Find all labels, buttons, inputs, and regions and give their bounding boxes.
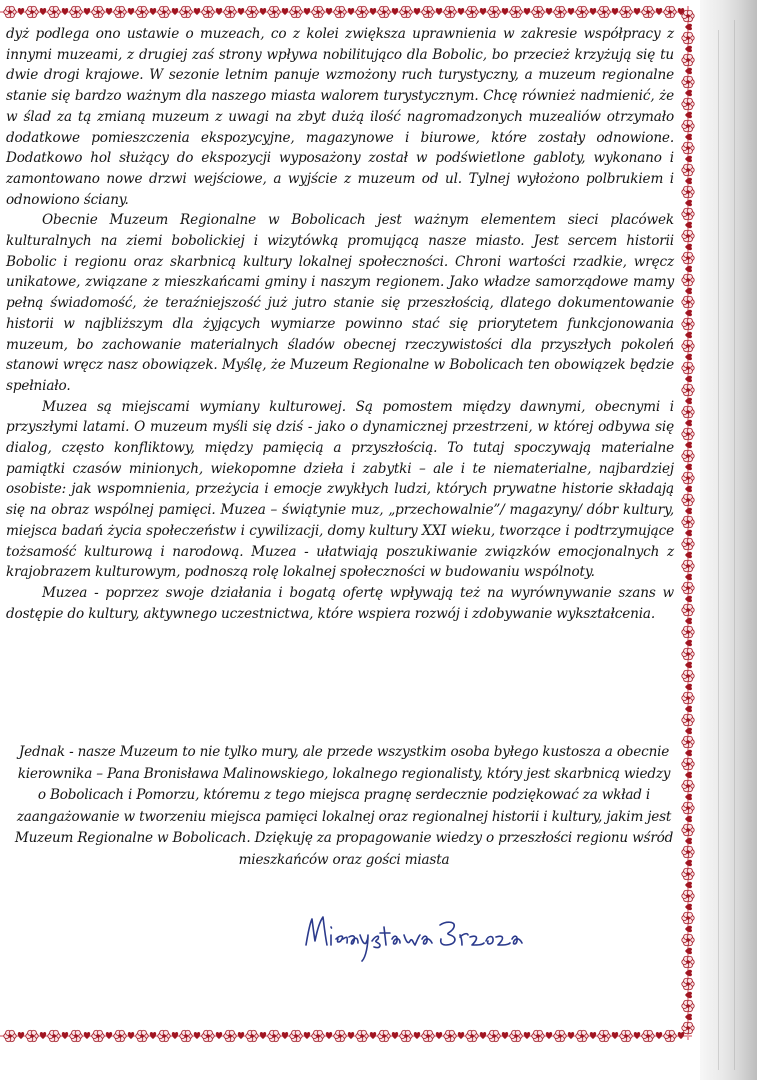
heart-ornament-icon <box>685 684 692 690</box>
heart-ornament-icon <box>216 1032 222 1039</box>
heart-ornament-icon <box>685 112 692 118</box>
heart-ornament-icon <box>18 1032 24 1039</box>
flower-ornament-icon <box>136 1030 148 1041</box>
flower-ornament-icon <box>682 1000 694 1011</box>
flower-ornament-icon <box>466 1030 478 1041</box>
flower-ornament-icon <box>642 6 654 17</box>
flower-ornament-icon <box>312 6 324 17</box>
heart-ornament-icon <box>436 1032 442 1039</box>
decorative-border-top <box>0 4 690 20</box>
heart-ornament-icon <box>685 46 692 52</box>
flower-ornament-icon <box>554 1030 566 1041</box>
heart-ornament-icon <box>370 8 376 15</box>
heart-ornament-icon <box>62 1032 68 1039</box>
flower-ornament-icon <box>180 6 192 17</box>
flower-ornament-icon <box>682 538 694 549</box>
heart-ornament-icon <box>480 8 486 15</box>
flower-ornament-icon <box>682 296 694 307</box>
closing-paragraph: Jednak - nasze Muzeum to nie tylko mury, ale przede wszystkim osoba byłego kustosza a obecnie kierownika – Pana Bronisława Malinowskiego, lokalnego regionalisty, który jest skarbnicą wiedzy o Bobolicach i Pomorzu, któremu z tego miejsca pragnę serdecznie podziękować za wkład i zaangażowanie w tworzeniu miejsca pamięci lokalnej oraz regionalnej historii i kultury, jakim jest Muzeum Regionalne w Bobolicach. Dziękuję za propagowanie wiedzy o przeszłości regionu wśród mieszkańców oraz gości miasta <box>14 744 674 868</box>
heart-ornament-icon <box>634 1032 640 1039</box>
flower-ornament-icon <box>682 824 694 835</box>
heart-ornament-icon <box>685 508 692 514</box>
flower-ornament-icon <box>246 6 258 17</box>
heart-ornament-icon <box>685 706 692 712</box>
heart-ornament-icon <box>458 1032 464 1039</box>
flower-ornament-icon <box>114 1030 126 1041</box>
flower-ornament-icon <box>682 648 694 659</box>
heart-ornament-icon <box>172 1032 178 1039</box>
flower-ornament-icon <box>334 6 346 17</box>
flower-ornament-icon <box>92 1030 104 1041</box>
heart-ornament-icon <box>685 618 692 624</box>
heart-ornament-icon <box>685 728 692 734</box>
flower-ornament-icon <box>48 6 60 17</box>
flower-ornament-icon <box>422 1030 434 1041</box>
heart-ornament-icon <box>502 1032 508 1039</box>
flower-ornament-icon <box>400 1030 412 1041</box>
heart-ornament-icon <box>685 310 692 316</box>
flower-ornament-icon <box>682 846 694 857</box>
heart-ornament-icon <box>685 596 692 602</box>
heart-ornament-icon <box>40 8 46 15</box>
heart-ornament-icon <box>436 8 442 15</box>
flower-ornament-icon <box>682 516 694 527</box>
flower-ornament-icon <box>224 1030 236 1041</box>
heart-ornament-icon <box>128 1032 134 1039</box>
flower-ornament-icon <box>444 1030 456 1041</box>
flower-ornament-icon <box>682 32 694 43</box>
heart-ornament-icon <box>546 1032 552 1039</box>
heart-ornament-icon <box>348 1032 354 1039</box>
heart-ornament-icon <box>685 662 692 668</box>
heart-ornament-icon <box>685 244 692 250</box>
flower-ornament-icon <box>682 10 694 21</box>
heart-ornament-icon <box>685 640 692 646</box>
heart-ornament-icon <box>590 8 596 15</box>
heart-ornament-icon <box>194 1032 200 1039</box>
flower-ornament-icon <box>488 1030 500 1041</box>
flower-ornament-icon <box>682 868 694 879</box>
heart-ornament-icon <box>326 8 332 15</box>
heart-ornament-icon <box>685 574 692 580</box>
heart-ornament-icon <box>150 1032 156 1039</box>
heart-ornament-icon <box>216 8 222 15</box>
flower-ornament-icon <box>92 6 104 17</box>
heart-ornament-icon <box>414 8 420 15</box>
heart-ornament-icon <box>392 8 398 15</box>
flower-ornament-icon <box>554 6 566 17</box>
heart-ornament-icon <box>634 8 640 15</box>
flower-ornament-icon <box>488 6 500 17</box>
flower-ornament-icon <box>136 6 148 17</box>
heart-ornament-icon <box>685 860 692 866</box>
heart-ornament-icon <box>304 8 310 15</box>
heart-ornament-icon <box>685 376 692 382</box>
flower-ornament-icon <box>422 6 434 17</box>
flower-ornament-icon <box>510 6 522 17</box>
heart-ornament-icon <box>685 750 692 756</box>
flower-ornament-icon <box>400 6 412 17</box>
flower-ornament-icon <box>682 560 694 571</box>
heart-ornament-icon <box>414 1032 420 1039</box>
flower-ornament-icon <box>598 1030 610 1041</box>
flower-ornament-icon <box>158 6 170 17</box>
flower-ornament-icon <box>114 6 126 17</box>
heart-ornament-icon <box>685 24 692 30</box>
flower-ornament-icon <box>682 692 694 703</box>
flower-ornament-icon <box>598 6 610 17</box>
heart-ornament-icon <box>106 8 112 15</box>
heart-ornament-icon <box>392 1032 398 1039</box>
heart-ornament-icon <box>62 8 68 15</box>
heart-ornament-icon <box>524 1032 530 1039</box>
heart-ornament-icon <box>612 8 618 15</box>
flower-ornament-icon <box>682 494 694 505</box>
flower-ornament-icon <box>290 6 302 17</box>
heart-ornament-icon <box>238 1032 244 1039</box>
flower-ornament-icon <box>268 6 280 17</box>
heart-ornament-icon <box>685 486 692 492</box>
heart-ornament-icon <box>685 552 692 558</box>
heart-ornament-icon <box>326 1032 332 1039</box>
heart-ornament-icon <box>348 8 354 15</box>
flower-ornament-icon <box>202 1030 214 1041</box>
flower-ornament-icon <box>682 120 694 131</box>
flower-ornament-icon <box>682 934 694 945</box>
heart-ornament-icon <box>282 1032 288 1039</box>
heart-ornament-icon <box>260 1032 266 1039</box>
heart-ornament-icon <box>480 1032 486 1039</box>
heart-ornament-icon <box>685 442 692 448</box>
flower-ornament-icon <box>682 406 694 417</box>
flower-ornament-icon <box>682 142 694 153</box>
flower-ornament-icon <box>290 1030 302 1041</box>
flower-ornament-icon <box>4 6 16 17</box>
heart-ornament-icon <box>18 8 24 15</box>
heart-ornament-icon <box>84 8 90 15</box>
heart-ornament-icon <box>685 992 692 998</box>
heart-ornament-icon <box>172 8 178 15</box>
flower-ornament-icon <box>158 1030 170 1041</box>
flower-ornament-icon <box>664 6 676 17</box>
flower-ornament-icon <box>356 6 368 17</box>
heart-ornament-icon <box>128 8 134 15</box>
heart-ornament-icon <box>685 794 692 800</box>
flower-ornament-icon <box>682 670 694 681</box>
heart-ornament-icon <box>150 8 156 15</box>
flower-ornament-icon <box>682 318 694 329</box>
heart-ornament-icon <box>568 8 574 15</box>
heart-ornament-icon <box>685 420 692 426</box>
heart-ornament-icon <box>524 8 530 15</box>
flower-ornament-icon <box>682 186 694 197</box>
flower-ornament-icon <box>334 1030 346 1041</box>
heart-ornament-icon <box>260 8 266 15</box>
heart-ornament-icon <box>238 8 244 15</box>
flower-ornament-icon <box>4 1030 16 1041</box>
heart-ornament-icon <box>370 1032 376 1039</box>
heart-ornament-icon <box>685 156 692 162</box>
flower-ornament-icon <box>26 6 38 17</box>
flower-ornament-icon <box>682 956 694 967</box>
flower-ornament-icon <box>682 472 694 483</box>
heart-ornament-icon <box>685 332 692 338</box>
heart-ornament-icon <box>590 1032 596 1039</box>
heart-ornament-icon <box>685 266 692 272</box>
heart-ornament-icon <box>84 1032 90 1039</box>
flower-ornament-icon <box>246 1030 258 1041</box>
heart-ornament-icon <box>685 948 692 954</box>
heart-ornament-icon <box>685 926 692 932</box>
flower-ornament-icon <box>70 6 82 17</box>
heart-ornament-icon <box>546 8 552 15</box>
heart-ornament-icon <box>612 1032 618 1039</box>
heart-ornament-icon <box>656 8 662 15</box>
paragraph: Obecnie Muzeum Regionalne w Bobolicach jest ważnym elementem sieci placówek kulturalnych na ziemi bobolickiej i wizytówką promującą nasze miasto. Jest sercem historii Bobolic i regionu oraz skarbnicą kultury lokalnej społeczności. Chroni wartości rzadkie, wręcz unikatowe, związane z mieszkańcami gminy i naszym regionem. Jako władze samorządowe mamy pełną świadomość, że teraźniejszość już jutro stanie się przeszłością, dlatego dokumentowanie historii w najbliższym dla żyjących wymiarze powinno stać się priorytetem funkcjonowania muzeum, bo zachowanie materialnych śladów obecnej rzeczywistości dla przyszłych pokoleń stanowi wręcz nasz obowiązek. Myślę, że Muzeum Regionalne w Bobolicach ten obowiązek będzie spełniało. <box>6 212 674 394</box>
heart-ornament-icon <box>685 530 692 536</box>
flower-ornament-icon <box>444 6 456 17</box>
heart-ornament-icon <box>685 464 692 470</box>
flower-ornament-icon <box>26 1030 38 1041</box>
heart-ornament-icon <box>685 838 692 844</box>
paragraph: Muzea są miejscami wymiany kulturowej. Są pomostem między dawnymi, obecnymi i przyszłymi latami. O muzeum myśli się dziś - jako o dynamicznej przestrzeni, w której odbywa się dialog, często konfliktowy, między pamięcią a przyszłością. To tutaj spoczywają materialne pamiątki czasów minionych, wiekopomne dzieła i zabytki – ale i te niematerialne, najbardziej osobiste: jak wspomnienia, przeżycia i emocje zwykłych ludzi, których prywatne historie składają się na obraz wspólnej pamięci. Muzea – świątynie muz, „przechowalnie”/ magazyny/ dóbr kultury, miejsca badań życia społeczeństw i cywilizacji, domy kultury XXI wieku, tworzące i podtrzymujące tożsamość kulturową i narodową. Muzea - ułatwiają poszukiwanie związków emocjonalnych z krajobrazem kulturowym, podnoszą rolę lokalnej społeczności w budowaniu wspólnoty. <box>6 398 674 581</box>
flower-ornament-icon <box>378 1030 390 1041</box>
flower-ornament-icon <box>682 98 694 109</box>
flower-ornament-icon <box>224 6 236 17</box>
heart-ornament-icon <box>685 90 692 96</box>
flower-ornament-icon <box>312 1030 324 1041</box>
heart-ornament-icon <box>458 8 464 15</box>
page-stack-edge <box>700 0 757 1080</box>
flower-ornament-icon <box>70 1030 82 1041</box>
flower-ornament-icon <box>682 912 694 923</box>
flower-ornament-icon <box>682 274 694 285</box>
decorative-border-right <box>680 6 696 1040</box>
heart-ornament-icon <box>685 288 692 294</box>
flower-ornament-icon <box>620 6 632 17</box>
flower-ornament-icon <box>682 252 694 263</box>
flower-ornament-icon <box>682 714 694 725</box>
flower-ornament-icon <box>682 604 694 615</box>
flower-ornament-icon <box>532 1030 544 1041</box>
flower-ornament-icon <box>620 1030 632 1041</box>
paragraph: Muzea - poprzez swoje działania i bogatą ofertę wpływają też na wyrównywanie szans w dostępie do kultury, aktywnego uczestnictwa, które wspiera rozwój i zdobywanie wykształcenia. <box>6 584 674 622</box>
flower-ornament-icon <box>682 450 694 461</box>
heart-ornament-icon <box>568 1032 574 1039</box>
heart-ornament-icon <box>656 1032 662 1039</box>
heart-ornament-icon <box>685 1014 692 1020</box>
heart-ornament-icon <box>685 904 692 910</box>
paragraph: dyż podlega ono ustawie o muzeach, co z kolei zwiększa uprawnienia w zakresie współpracy z innymi muzeami, z drugiej zaś strony wpływa nobilitująco dla Bobolic, bo przecież krzyżują się tu dwie drogi krajowe. W sezonie letnim panuje wzmożony ruch turystyczny, a muzeum regionalne stanie się bardzo ważnym dla naszego miasta walorem turystycznym. Chcę również nadmienić, że w ślad za tą zmianą muzeum z uwagi na zbyt dużą ilość nagromadzonych muzealiów otrzymało dodatkowe pomieszczenia ekspozycyjne, magazynowe i biurowe, które zostały odnowione. Dodatkowo hol służący do ekspozycji wyposażony został w podświetlone gabloty, wykonano i zamontowano nowe drzwi wejściowe, a wyjście z muzeum od ul. Tylnej wyłożono polbrukiem i odnowiono ściany. <box>6 26 674 208</box>
flower-ornament-icon <box>682 384 694 395</box>
flower-ornament-icon <box>356 1030 368 1041</box>
heart-ornament-icon <box>685 354 692 360</box>
heart-ornament-icon <box>678 1032 684 1039</box>
flower-ornament-icon <box>682 340 694 351</box>
flower-ornament-icon <box>682 54 694 65</box>
flower-ornament-icon <box>576 6 588 17</box>
heart-ornament-icon <box>502 8 508 15</box>
flower-ornament-icon <box>682 230 694 241</box>
heart-ornament-icon <box>40 1032 46 1039</box>
flower-ornament-icon <box>682 780 694 791</box>
flower-ornament-icon <box>682 978 694 989</box>
flower-ornament-icon <box>682 758 694 769</box>
flower-ornament-icon <box>48 1030 60 1041</box>
decorative-border-bottom <box>0 1028 692 1044</box>
handwritten-signature <box>300 905 540 965</box>
flower-ornament-icon <box>532 6 544 17</box>
heart-ornament-icon <box>685 178 692 184</box>
flower-ornament-icon <box>682 890 694 901</box>
heart-ornament-icon <box>685 970 692 976</box>
flower-ornament-icon <box>682 802 694 813</box>
heart-ornament-icon <box>685 68 692 74</box>
flower-ornament-icon <box>466 6 478 17</box>
flower-ornament-icon <box>682 362 694 373</box>
flower-ornament-icon <box>642 1030 654 1041</box>
flower-ornament-icon <box>378 6 390 17</box>
heart-ornament-icon <box>282 8 288 15</box>
flower-ornament-icon <box>576 1030 588 1041</box>
flower-ornament-icon <box>268 1030 280 1041</box>
heart-ornament-icon <box>685 200 692 206</box>
heart-ornament-icon <box>106 1032 112 1039</box>
flower-ornament-icon <box>682 76 694 87</box>
flower-ornament-icon <box>682 626 694 637</box>
heart-ornament-icon <box>685 134 692 140</box>
flower-ornament-icon <box>682 582 694 593</box>
flower-ornament-icon <box>180 1030 192 1041</box>
flower-ornament-icon <box>682 428 694 439</box>
heart-ornament-icon <box>685 222 692 228</box>
flower-ornament-icon <box>664 1030 676 1041</box>
flower-ornament-icon <box>682 208 694 219</box>
flower-ornament-icon <box>202 6 214 17</box>
heart-ornament-icon <box>685 398 692 404</box>
heart-ornament-icon <box>685 882 692 888</box>
flower-ornament-icon <box>510 1030 522 1041</box>
heart-ornament-icon <box>685 816 692 822</box>
heart-ornament-icon <box>194 8 200 15</box>
letter-body <box>6 24 674 624</box>
heart-ornament-icon <box>304 1032 310 1039</box>
flower-ornament-icon <box>682 736 694 747</box>
flower-ornament-icon <box>682 164 694 175</box>
heart-ornament-icon <box>685 772 692 778</box>
